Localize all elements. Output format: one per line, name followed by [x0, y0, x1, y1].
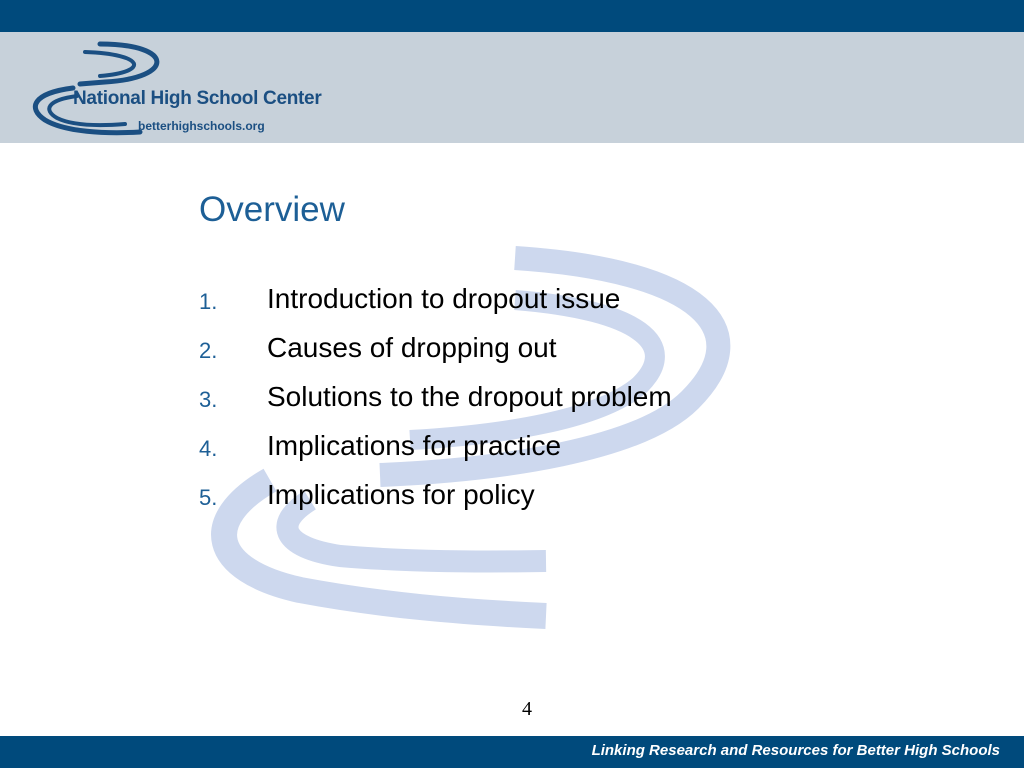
list-item-number: 3. — [199, 387, 218, 412]
list-item-text: Causes of dropping out — [267, 332, 557, 363]
page-number: 4 — [522, 698, 532, 720]
footer-tagline: Linking Research and Resources for Better High Schools — [591, 742, 1000, 759]
list-item-number: 1. — [199, 289, 218, 314]
slide-title: Overview — [199, 190, 345, 229]
list-item-text: Solutions to the dropout problem — [267, 381, 672, 412]
list-item-number: 5. — [199, 485, 218, 510]
list-item-number: 2. — [199, 338, 218, 363]
org-url: betterhighschools.org — [138, 119, 265, 133]
org-name: National High School Center — [73, 88, 322, 109]
list-item-text: Introduction to dropout issue — [267, 283, 621, 314]
list-item-text: Implications for practice — [267, 430, 562, 461]
list-item-text: Implications for policy — [267, 479, 535, 510]
list-item-number: 4. — [199, 436, 218, 461]
